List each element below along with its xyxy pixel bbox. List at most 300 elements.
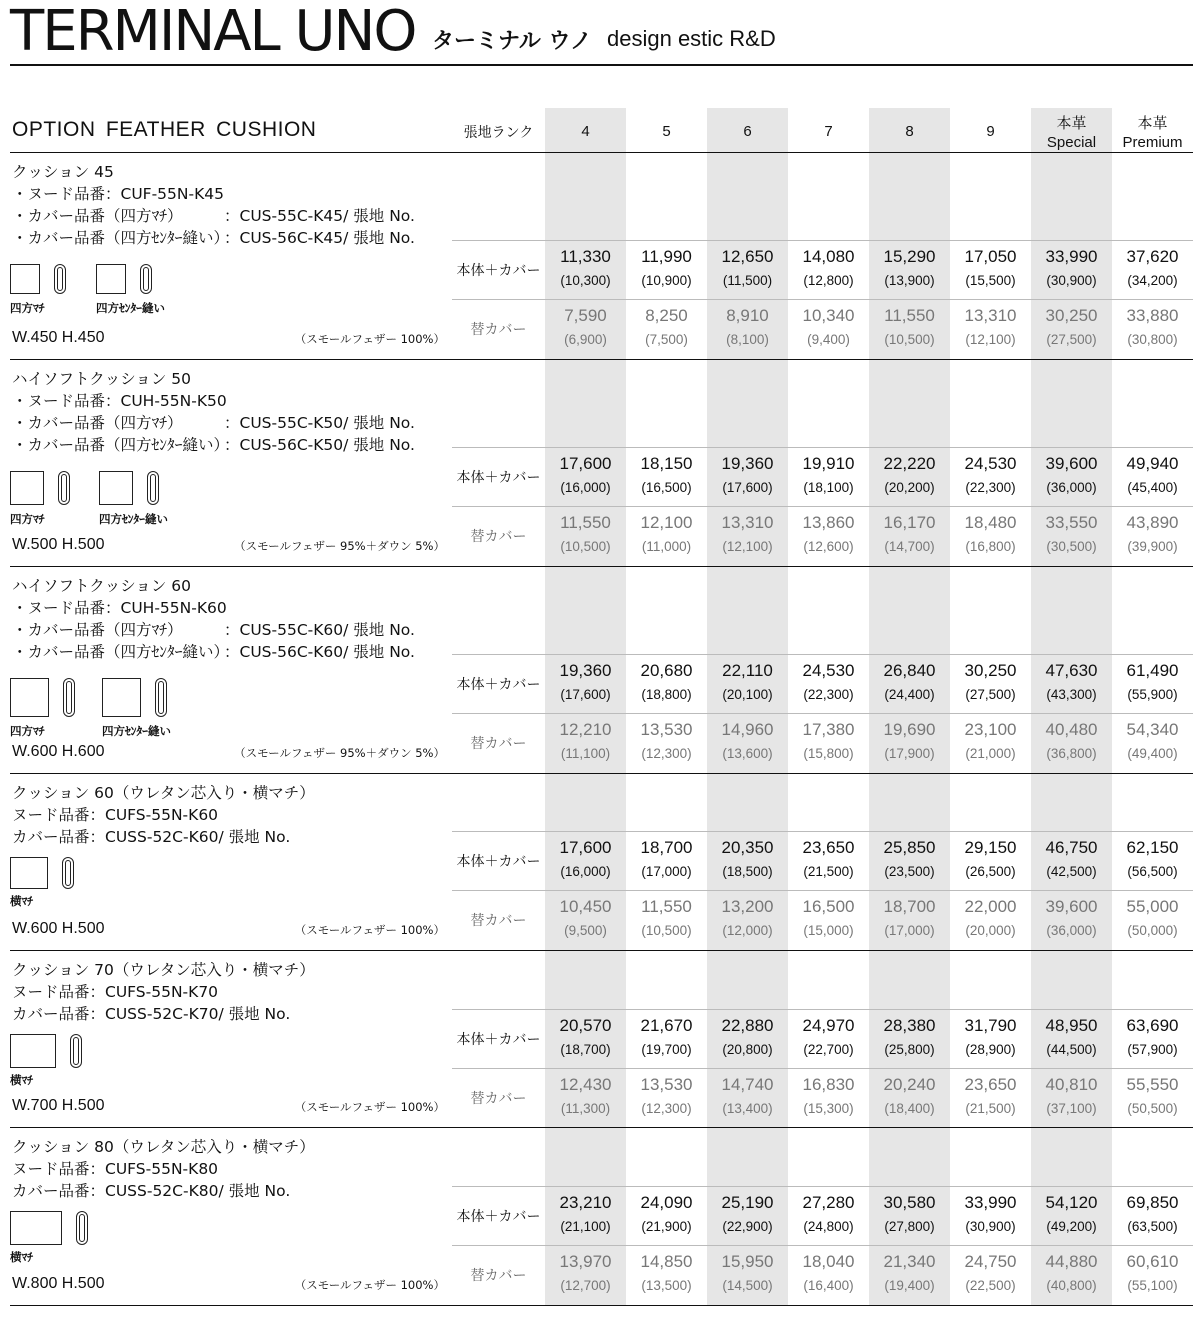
rank-header-line1: 本革 xyxy=(1056,115,1087,132)
price: 14,080 xyxy=(802,247,855,266)
price: 40,480 xyxy=(1045,720,1098,739)
price-cell xyxy=(707,1015,788,1060)
row-divider xyxy=(452,1009,1193,1010)
price-excl-tax: (36,000) xyxy=(1046,923,1097,938)
price-excl-tax: (55,100) xyxy=(1127,1278,1178,1293)
row-label-main: 本体＋カバー xyxy=(456,470,541,486)
price-excl-tax: (21,000) xyxy=(965,746,1016,761)
price-cell xyxy=(1112,246,1193,291)
cushion-section xyxy=(0,1127,1200,1305)
shape-label: 四方ﾏﾁ xyxy=(10,724,45,738)
price-cell xyxy=(788,453,869,498)
price-excl-tax: (13,400) xyxy=(722,1101,773,1116)
price-excl-tax: (16,000) xyxy=(560,480,611,495)
cover-price-cell xyxy=(788,1074,869,1119)
cover-price-cell xyxy=(545,512,626,557)
price-excl-tax: (50,000) xyxy=(1127,923,1178,938)
price: 20,680 xyxy=(640,661,693,680)
row-label-main: 本体＋カバー xyxy=(456,1032,541,1048)
price: 25,850 xyxy=(883,838,936,857)
price: 15,290 xyxy=(883,247,936,266)
price-excl-tax: (36,800) xyxy=(1046,746,1097,761)
price-excl-tax: (14,700) xyxy=(884,539,935,554)
spec-line xyxy=(12,1002,290,1024)
price-excl-tax: (21,500) xyxy=(965,1101,1016,1116)
cover-price-cell xyxy=(1031,1074,1112,1119)
price-excl-tax: (10,500) xyxy=(641,923,692,938)
price: 21,340 xyxy=(883,1252,936,1271)
price-excl-tax: (20,800) xyxy=(722,1042,773,1057)
price-cell xyxy=(788,660,869,705)
page-header xyxy=(10,0,1193,66)
cover-price-cell xyxy=(950,1251,1031,1296)
price: 13,970 xyxy=(559,1252,612,1271)
spec-key: ・カバー品番（四方ｾﾝﾀｰ縫い） xyxy=(12,643,230,661)
price: 11,990 xyxy=(641,247,692,266)
price-excl-tax: (11,100) xyxy=(560,746,611,761)
price: 18,480 xyxy=(964,513,1017,532)
cover-price-cell xyxy=(788,719,869,764)
price-cell xyxy=(788,1192,869,1237)
price: 24,530 xyxy=(802,661,855,680)
price: 10,450 xyxy=(559,897,612,916)
price: 16,830 xyxy=(802,1075,855,1094)
cushion-top-view xyxy=(10,471,44,505)
cover-price-cell xyxy=(869,1251,950,1296)
cover-price-cell xyxy=(869,1074,950,1119)
price-excl-tax: (17,900) xyxy=(884,746,935,761)
row-divider xyxy=(452,240,1193,241)
cushion-name: ハイソフトクッション 50 xyxy=(12,370,192,388)
price: 49,940 xyxy=(1126,454,1179,473)
price: 22,880 xyxy=(721,1016,774,1035)
price: 39,600 xyxy=(1045,454,1098,473)
cushion-name: クッション 60（ウレタン芯入り・横マチ） xyxy=(12,784,315,802)
price-excl-tax: (21,100) xyxy=(560,1219,611,1234)
price-excl-tax: (37,100) xyxy=(1046,1101,1097,1116)
price-excl-tax: (16,800) xyxy=(965,539,1016,554)
price-excl-tax: (57,900) xyxy=(1127,1042,1178,1057)
price: 10,340 xyxy=(802,306,855,325)
price: 13,310 xyxy=(964,306,1017,325)
price: 24,970 xyxy=(802,1016,855,1035)
price: 28,380 xyxy=(883,1016,936,1035)
price: 17,050 xyxy=(964,247,1017,266)
cover-price-cell xyxy=(545,1251,626,1296)
price: 61,490 xyxy=(1126,661,1179,680)
spec-key: ・ヌード品番：CUF-55N-K45 xyxy=(12,185,224,203)
price: 7,590 xyxy=(564,306,607,325)
price: 22,220 xyxy=(883,454,936,473)
price-excl-tax: (55,900) xyxy=(1127,687,1178,702)
cushion-dimensions: W.700 H.500 xyxy=(12,1097,105,1114)
spec-key: ・ヌード品番：CUH-55N-K60 xyxy=(12,599,227,617)
cushion-section xyxy=(0,359,1200,566)
spec-line xyxy=(12,803,218,825)
price: 13,530 xyxy=(640,720,693,739)
price-excl-tax: (36,000) xyxy=(1046,480,1097,495)
spec-key: ヌード品番：CUFS-55N-K60 xyxy=(12,806,219,824)
price: 17,380 xyxy=(802,720,855,739)
spec-key: ・ヌード品番：CUH-55N-K50 xyxy=(12,392,227,410)
cover-price-cell xyxy=(950,719,1031,764)
cushion-side-view xyxy=(63,678,75,717)
cushion-section xyxy=(0,773,1200,950)
rank-header-4 xyxy=(869,122,950,141)
price: 20,350 xyxy=(721,838,774,857)
rank-header-line1: 本革 xyxy=(1137,115,1168,132)
cushion-section xyxy=(0,152,1200,359)
price-excl-tax: (11,300) xyxy=(560,1101,611,1116)
cushion-dimensions: W.450 H.450 xyxy=(12,329,105,346)
price-excl-tax: (16,500) xyxy=(641,480,692,495)
price: 15,950 xyxy=(721,1252,774,1271)
row-label-main: 本体＋カバー xyxy=(456,1209,541,1225)
price: 54,340 xyxy=(1126,720,1179,739)
price-cell xyxy=(788,246,869,291)
spec-line xyxy=(12,1179,290,1201)
row-label-sub: 替カバー xyxy=(470,736,527,752)
price: 22,110 xyxy=(722,661,773,680)
cover-price-cell xyxy=(788,305,869,350)
section-divider xyxy=(10,1305,1193,1306)
price: 25,190 xyxy=(721,1193,774,1212)
cover-price-cell xyxy=(1031,305,1112,350)
cover-price-cell xyxy=(626,719,707,764)
price: 18,150 xyxy=(640,454,693,473)
price: 24,530 xyxy=(964,454,1017,473)
price: 23,650 xyxy=(802,838,855,857)
cover-price-cell xyxy=(626,512,707,557)
price: 20,240 xyxy=(883,1075,936,1094)
price-excl-tax: (27,500) xyxy=(1046,332,1097,347)
price-cell xyxy=(869,453,950,498)
price: 33,990 xyxy=(964,1193,1017,1212)
spec-key: カバー品番：CUSS-52C-K70/ 張地 No. xyxy=(12,1005,291,1023)
price-cell xyxy=(1112,1192,1193,1237)
row-divider xyxy=(452,1068,1193,1069)
row-divider xyxy=(452,1186,1193,1187)
price-excl-tax: (11,000) xyxy=(641,539,692,554)
row-label-sub: 替カバー xyxy=(470,1268,527,1284)
price: 11,550 xyxy=(560,513,611,532)
price-excl-tax: (13,900) xyxy=(884,273,935,288)
price-excl-tax: (22,500) xyxy=(965,1278,1016,1293)
price-cell xyxy=(869,837,950,882)
cover-price-cell xyxy=(869,305,950,350)
row-label-main: 本体＋カバー xyxy=(456,677,541,693)
price-excl-tax: (12,700) xyxy=(560,1278,611,1293)
row-label-main: 本体＋カバー xyxy=(456,854,541,870)
price: 29,150 xyxy=(964,838,1017,857)
price-excl-tax: (43,300) xyxy=(1046,687,1097,702)
cushion-dimensions: W.600 H.600 xyxy=(12,743,105,760)
price-excl-tax: (19,400) xyxy=(884,1278,935,1293)
cover-price-cell xyxy=(707,305,788,350)
price-excl-tax: (22,700) xyxy=(803,1042,854,1057)
price: 60,610 xyxy=(1126,1252,1179,1271)
price: 44,880 xyxy=(1045,1252,1098,1271)
price-cell xyxy=(1112,1015,1193,1060)
price: 11,330 xyxy=(560,247,611,266)
price: 16,170 xyxy=(883,513,936,532)
price: 18,040 xyxy=(802,1252,855,1271)
price-cell xyxy=(626,837,707,882)
price: 14,850 xyxy=(640,1252,693,1271)
row-divider xyxy=(452,831,1193,832)
filling-note: （スモールフェザー 100%） xyxy=(294,923,445,937)
price-excl-tax: (56,500) xyxy=(1127,864,1178,879)
price: 33,880 xyxy=(1126,306,1179,325)
price-excl-tax: (12,300) xyxy=(641,1101,692,1116)
price-excl-tax: (28,900) xyxy=(965,1042,1016,1057)
shape-label: 四方ｾﾝﾀｰ縫い xyxy=(102,724,171,738)
price: 31,790 xyxy=(964,1016,1017,1035)
cushion-top-view xyxy=(10,1211,62,1245)
price-excl-tax: (20,200) xyxy=(884,480,935,495)
price-excl-tax: (40,800) xyxy=(1046,1278,1097,1293)
price-cell xyxy=(950,660,1031,705)
rank-header-line1: 9 xyxy=(986,123,995,140)
price-excl-tax: (13,500) xyxy=(641,1278,692,1293)
price: 22,000 xyxy=(964,897,1017,916)
rank-header-0 xyxy=(545,122,626,141)
price: 47,630 xyxy=(1045,661,1098,680)
price-cell xyxy=(950,246,1031,291)
price-excl-tax: (30,900) xyxy=(965,1219,1016,1234)
price-excl-tax: (12,100) xyxy=(965,332,1016,347)
price-cell xyxy=(545,1015,626,1060)
price-cell xyxy=(1031,837,1112,882)
cover-price-cell xyxy=(869,896,950,941)
row-divider xyxy=(452,713,1193,714)
price-cell xyxy=(707,660,788,705)
spec-line xyxy=(12,596,227,618)
price-excl-tax: (21,500) xyxy=(803,864,854,879)
price: 12,430 xyxy=(559,1075,612,1094)
spec-key: ・カバー品番（四方ﾏﾁ） xyxy=(12,414,183,432)
price-excl-tax: (9,400) xyxy=(807,332,850,347)
spec-key: ヌード品番：CUFS-55N-K80 xyxy=(12,1160,219,1178)
cover-price-cell xyxy=(869,512,950,557)
price-cell xyxy=(869,1192,950,1237)
cover-price-cell xyxy=(1112,512,1193,557)
price-cell xyxy=(1112,837,1193,882)
price-cell xyxy=(1031,453,1112,498)
price-excl-tax: (18,800) xyxy=(641,687,692,702)
spec-key: ・カバー品番（四方ﾏﾁ） xyxy=(12,207,183,225)
cushion-side-view xyxy=(58,471,70,505)
price: 69,850 xyxy=(1126,1193,1179,1212)
price: 27,280 xyxy=(802,1193,855,1212)
price-cell xyxy=(626,660,707,705)
cover-price-cell xyxy=(1112,305,1193,350)
cushion-side-view xyxy=(140,264,152,294)
row-divider xyxy=(452,447,1193,448)
spec-line xyxy=(12,182,224,204)
price-cell xyxy=(545,660,626,705)
price: 12,100 xyxy=(640,513,693,532)
cover-price-cell xyxy=(707,512,788,557)
price-excl-tax: (24,800) xyxy=(803,1219,854,1234)
price-excl-tax: (10,300) xyxy=(560,273,611,288)
price-cell xyxy=(545,1192,626,1237)
rank-header-1 xyxy=(626,122,707,141)
spec-line xyxy=(12,1157,218,1179)
price: 23,210 xyxy=(559,1193,612,1212)
price-excl-tax: (20,000) xyxy=(965,923,1016,938)
spec-line xyxy=(12,433,415,455)
cover-price-cell xyxy=(707,1251,788,1296)
price-excl-tax: (12,000) xyxy=(722,923,773,938)
price: 55,000 xyxy=(1126,897,1179,916)
price: 30,250 xyxy=(1045,306,1098,325)
rank-header-line1: 7 xyxy=(824,123,833,140)
section-title: OPTION FEATHER CUSHION xyxy=(12,118,317,141)
price-excl-tax: (17,600) xyxy=(560,687,611,702)
filling-note: （スモールフェザー 95%＋ダウン 5%） xyxy=(234,746,445,760)
price: 13,310 xyxy=(721,513,774,532)
rank-header-7 xyxy=(1112,114,1193,152)
cushion-dimensions: W.800 H.500 xyxy=(12,1275,105,1292)
spec-line xyxy=(12,980,218,1002)
price-excl-tax: (6,900) xyxy=(564,332,607,347)
spec-line xyxy=(12,204,415,226)
price-excl-tax: (10,900) xyxy=(641,273,692,288)
spec-key: カバー品番：CUSS-52C-K60/ 張地 No. xyxy=(12,828,291,846)
row-divider xyxy=(452,890,1193,891)
rank-header-3 xyxy=(788,122,869,141)
price-excl-tax: (18,500) xyxy=(722,864,773,879)
price: 46,750 xyxy=(1045,838,1098,857)
price: 19,360 xyxy=(559,661,612,680)
price-cell xyxy=(1112,453,1193,498)
spec-value: ：CUS-55C-K50/ 張地 No. xyxy=(224,414,415,432)
spec-key: ・カバー品番（四方ｾﾝﾀｰ縫い） xyxy=(12,436,230,454)
spec-line xyxy=(12,825,290,847)
cushion-top-view xyxy=(10,678,49,717)
price: 30,250 xyxy=(964,661,1017,680)
price-excl-tax: (9,500) xyxy=(564,923,607,938)
filling-note: （スモールフェザー 100%） xyxy=(294,1100,445,1114)
cover-price-cell xyxy=(869,719,950,764)
cushion-dimensions: W.600 H.500 xyxy=(12,920,105,937)
rank-label: 張地ランク xyxy=(463,125,534,141)
cover-price-cell xyxy=(788,1251,869,1296)
cover-price-cell xyxy=(788,512,869,557)
cushion-side-view xyxy=(70,1034,82,1068)
filling-note: （スモールフェザー 95%＋ダウン 5%） xyxy=(234,539,445,553)
price-excl-tax: (25,800) xyxy=(884,1042,935,1057)
price-excl-tax: (30,500) xyxy=(1046,539,1097,554)
price: 18,700 xyxy=(883,897,936,916)
spec-line xyxy=(12,618,415,640)
row-label-sub: 替カバー xyxy=(470,529,527,545)
cushion-side-view xyxy=(147,471,159,505)
price: 12,650 xyxy=(721,247,774,266)
price-excl-tax: (18,700) xyxy=(560,1042,611,1057)
spec-value: ：CUS-55C-K60/ 張地 No. xyxy=(224,621,415,639)
rank-header-line2: Premium xyxy=(1122,134,1183,151)
price-excl-tax: (12,800) xyxy=(803,273,854,288)
price: 11,550 xyxy=(641,897,692,916)
price: 48,950 xyxy=(1045,1016,1098,1035)
price-excl-tax: (63,500) xyxy=(1127,1219,1178,1234)
cushion-top-view xyxy=(10,1034,56,1068)
price: 13,530 xyxy=(640,1075,693,1094)
rank-header-line1: 5 xyxy=(662,123,671,140)
cover-price-cell xyxy=(1031,896,1112,941)
filling-note: （スモールフェザー 100%） xyxy=(294,1278,445,1292)
cushion-side-view xyxy=(155,678,167,717)
price: 19,910 xyxy=(802,454,855,473)
cover-price-cell xyxy=(950,305,1031,350)
price-excl-tax: (39,900) xyxy=(1127,539,1178,554)
price: 14,960 xyxy=(721,720,774,739)
cushion-name: クッション 45 xyxy=(12,163,114,181)
price-excl-tax: (21,900) xyxy=(641,1219,692,1234)
cover-price-cell xyxy=(1031,1251,1112,1296)
price: 23,650 xyxy=(964,1075,1017,1094)
price-excl-tax: (15,000) xyxy=(803,923,854,938)
cover-price-cell xyxy=(545,896,626,941)
price: 24,750 xyxy=(964,1252,1017,1271)
price: 8,250 xyxy=(645,306,688,325)
spec-key: ヌード品番：CUFS-55N-K70 xyxy=(12,983,219,1001)
price: 55,550 xyxy=(1126,1075,1179,1094)
row-label-sub: 替カバー xyxy=(470,1091,527,1107)
price: 62,150 xyxy=(1126,838,1179,857)
price-excl-tax: (17,000) xyxy=(641,864,692,879)
cover-price-cell xyxy=(626,305,707,350)
price-cell xyxy=(1031,660,1112,705)
spec-value: ：CUS-56C-K45/ 張地 No. xyxy=(224,229,415,247)
price-excl-tax: (49,200) xyxy=(1046,1219,1097,1234)
price: 24,090 xyxy=(640,1193,693,1212)
price-cell xyxy=(626,1192,707,1237)
price: 8,910 xyxy=(726,306,769,325)
price: 33,550 xyxy=(1045,513,1098,532)
cover-price-cell xyxy=(1031,512,1112,557)
price-excl-tax: (18,400) xyxy=(884,1101,935,1116)
price-excl-tax: (14,500) xyxy=(722,1278,773,1293)
price-excl-tax: (15,800) xyxy=(803,746,854,761)
row-label-main: 本体＋カバー xyxy=(456,263,541,279)
price-excl-tax: (7,500) xyxy=(645,332,688,347)
cushion-top-view xyxy=(10,264,40,294)
cushion-side-view xyxy=(62,857,74,889)
cushion-dimensions: W.500 H.500 xyxy=(12,536,105,553)
price-cell xyxy=(950,1192,1031,1237)
price-excl-tax: (12,600) xyxy=(803,539,854,554)
price: 17,600 xyxy=(559,454,612,473)
cushion-section xyxy=(0,566,1200,773)
rank-header-5 xyxy=(950,122,1031,141)
price-cell xyxy=(869,246,950,291)
cushion-name: クッション 70（ウレタン芯入り・横マチ） xyxy=(12,961,315,979)
price-excl-tax: (42,500) xyxy=(1046,864,1097,879)
cover-price-cell xyxy=(1112,896,1193,941)
spec-line xyxy=(12,640,415,662)
cushion-side-view xyxy=(54,264,66,294)
price-excl-tax: (12,300) xyxy=(641,746,692,761)
cushion-section xyxy=(0,950,1200,1127)
spec-value: ：CUS-55C-K45/ 張地 No. xyxy=(224,207,415,225)
price: 14,740 xyxy=(721,1075,774,1094)
cover-price-cell xyxy=(626,1251,707,1296)
price-cell xyxy=(626,246,707,291)
price-excl-tax: (22,300) xyxy=(803,687,854,702)
